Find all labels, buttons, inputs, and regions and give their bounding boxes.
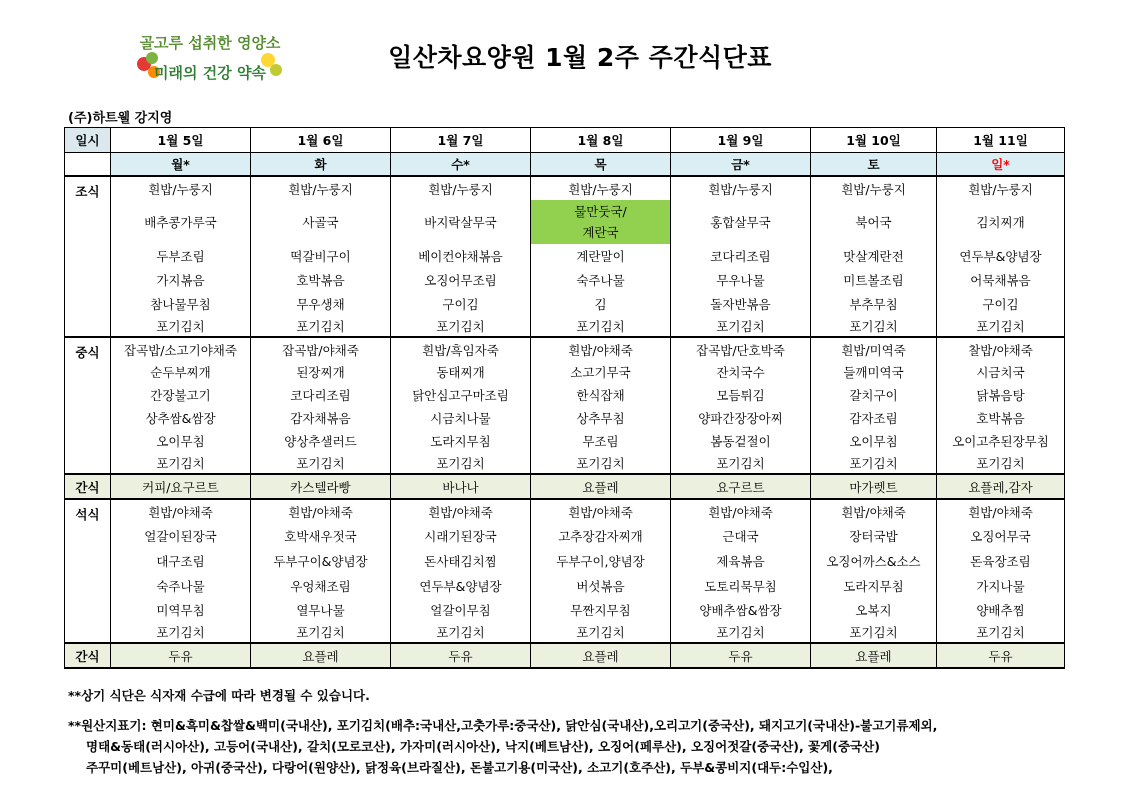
menu-item: 흰밥/야채죽 bbox=[391, 499, 531, 524]
menu-item: 흰밥/누룽지 bbox=[671, 176, 811, 200]
breakfast-row bbox=[65, 268, 1065, 292]
menu-item: 포기김치 bbox=[811, 621, 937, 643]
breakfast-row bbox=[65, 244, 1065, 268]
weekly-menu-table bbox=[64, 127, 1065, 669]
menu-item: 연두부&양념장 bbox=[391, 573, 531, 599]
breakfast-row bbox=[65, 292, 1065, 315]
menu-item: 흰밥/야채죽 bbox=[531, 499, 671, 524]
snack-item: 마가렛트 bbox=[811, 474, 937, 499]
menu-item: 포기김치 bbox=[251, 621, 391, 643]
menu-item: 가지나물 bbox=[937, 573, 1065, 599]
snack-item: 두유 bbox=[111, 643, 251, 668]
date-cell: 1월 10일 bbox=[811, 128, 937, 153]
menu-item: 양배추쌈&쌈장 bbox=[671, 599, 811, 621]
menu-item: 북어국 bbox=[811, 200, 937, 244]
menu-item: 부추무침 bbox=[811, 292, 937, 315]
snack-item: 카스텔라빵 bbox=[251, 474, 391, 499]
menu-item: 고추장감자찌개 bbox=[531, 524, 671, 548]
menu-item: 흰밥/누룽지 bbox=[811, 176, 937, 200]
breakfast-row bbox=[65, 200, 1065, 244]
menu-item: 감자조림 bbox=[811, 406, 937, 429]
menu-item: 두부조림 bbox=[111, 244, 251, 268]
origin-line: 명태&동태(러시아산), 고등어(국내산), 갈치(모로코산), 가자미(러시아산), 낙지(베트남산), 오징어(페루산), 오징어젓갈(중국산), 꽃게(중국산) bbox=[86, 739, 880, 754]
menu-item: 장터국밥 bbox=[811, 524, 937, 548]
menu-item: 숙주나물 bbox=[531, 268, 671, 292]
menu-item: 포기김치 bbox=[671, 452, 811, 474]
menu-item: 제육볶음 bbox=[671, 548, 811, 573]
menu-item: 간장불고기 bbox=[111, 383, 251, 406]
menu-item: 구이김 bbox=[391, 292, 531, 315]
menu-item: 어묵채볶음 bbox=[937, 268, 1065, 292]
menu-item: 들깨미역국 bbox=[811, 361, 937, 383]
menu-item: 미트볼조림 bbox=[811, 268, 937, 292]
menu-item: 흰밥/흑임자죽 bbox=[391, 337, 531, 361]
lunch-label: 중식 bbox=[65, 337, 111, 474]
menu-item: 두부구이,양념장 bbox=[531, 548, 671, 573]
menu-item: 오이무침 bbox=[811, 429, 937, 452]
menu-item: 감자채볶음 bbox=[251, 406, 391, 429]
menu-item: 오이무침 bbox=[111, 429, 251, 452]
snack-item: 두유 bbox=[391, 643, 531, 668]
menu-item: 바지락살무국 bbox=[391, 200, 531, 244]
menu-item: 숙주나물 bbox=[111, 573, 251, 599]
menu-item: 계란말이 bbox=[531, 244, 671, 268]
menu-item: 잡곡밥/소고기야채죽 bbox=[111, 337, 251, 361]
menu-item: 도토리묵무침 bbox=[671, 573, 811, 599]
snack-item: 요플레 bbox=[531, 474, 671, 499]
menu-item: 포기김치 bbox=[531, 315, 671, 337]
menu-item: 버섯볶음 bbox=[531, 573, 671, 599]
menu-item: 돈사태김치찜 bbox=[391, 548, 531, 573]
menu-item: 잡곡밥/야채죽 bbox=[251, 337, 391, 361]
menu-item: 상추무침 bbox=[531, 406, 671, 429]
menu-item: 갈치구이 bbox=[811, 383, 937, 406]
breakfast-row bbox=[65, 315, 1065, 337]
menu-item: 무우생채 bbox=[251, 292, 391, 315]
menu-item: 포기김치 bbox=[937, 621, 1065, 643]
menu-item: 포기김치 bbox=[811, 315, 937, 337]
menu-item: 흰밥/야채죽 bbox=[111, 499, 251, 524]
menu-item: 포기김치 bbox=[937, 315, 1065, 337]
logo-line2: 미래의 건강 약속 bbox=[154, 64, 266, 82]
lunch-row bbox=[65, 383, 1065, 406]
menu-item: 양배추찜 bbox=[937, 599, 1065, 621]
date-cell: 1월 7일 bbox=[391, 128, 531, 153]
menu-item: 오징어까스&소스 bbox=[811, 548, 937, 573]
snack-row bbox=[65, 474, 1065, 499]
menu-item: 떡갈비구이 bbox=[251, 244, 391, 268]
menu-item: 흰밥/누룽지 bbox=[111, 176, 251, 200]
menu-item: 코다리조림 bbox=[671, 244, 811, 268]
date-cell: 1월 5일 bbox=[111, 128, 251, 153]
dinner-row bbox=[65, 499, 1065, 524]
dinner-row bbox=[65, 548, 1065, 573]
menu-item: 무조림 bbox=[531, 429, 671, 452]
menu-item: 김 bbox=[531, 292, 671, 315]
menu-item: 모듬튀김 bbox=[671, 383, 811, 406]
menu-item: 포기김치 bbox=[391, 315, 531, 337]
menu-item: 시금치나물 bbox=[391, 406, 531, 429]
menu-item: 양파간장장아찌 bbox=[671, 406, 811, 429]
menu-item: 홍합살무국 bbox=[671, 200, 811, 244]
menu-item: 베이컨야채볶음 bbox=[391, 244, 531, 268]
menu-item: 흰밥/누룽지 bbox=[391, 176, 531, 200]
menu-item: 우엉채조림 bbox=[251, 573, 391, 599]
menu-item: 연두부&양념장 bbox=[937, 244, 1065, 268]
lunch-row bbox=[65, 361, 1065, 383]
menu-item: 도라지무침 bbox=[811, 573, 937, 599]
snack-item: 요플레 bbox=[251, 643, 391, 668]
menu-item: 된장찌개 bbox=[251, 361, 391, 383]
lunch-row bbox=[65, 337, 1065, 361]
menu-item: 포기김치 bbox=[531, 621, 671, 643]
menu-item: 잔치국수 bbox=[671, 361, 811, 383]
menu-item: 포기김치 bbox=[937, 452, 1065, 474]
menu-item: 포기김치 bbox=[111, 315, 251, 337]
menu-item: 흰밥/야채죽 bbox=[251, 499, 391, 524]
menu-item: 한식잡채 bbox=[531, 383, 671, 406]
menu-item: 참나물무침 bbox=[111, 292, 251, 315]
menu-item: 순두부찌개 bbox=[111, 361, 251, 383]
logo-line1: 골고루 섭취한 영양소 bbox=[139, 34, 281, 52]
logo-graphic bbox=[136, 26, 284, 96]
snack-label: 간식 bbox=[65, 643, 111, 668]
lunch-row bbox=[65, 452, 1065, 474]
menu-item: 봄동겉절이 bbox=[671, 429, 811, 452]
logo bbox=[136, 26, 284, 96]
menu-item: 사골국 bbox=[251, 200, 391, 244]
menu-item: 미역무침 bbox=[111, 599, 251, 621]
menu-item: 양상추샐러드 bbox=[251, 429, 391, 452]
weekday-cell: 목 bbox=[531, 153, 671, 177]
menu-item: 닭볶음탕 bbox=[937, 383, 1065, 406]
menu-item: 포기김치 bbox=[391, 621, 531, 643]
dinner-row bbox=[65, 599, 1065, 621]
menu-item: 흰밥/야채죽 bbox=[531, 337, 671, 361]
weekday-label-blank bbox=[65, 153, 111, 177]
weekday-cell: 수* bbox=[391, 153, 531, 177]
menu-item: 동태찌개 bbox=[391, 361, 531, 383]
menu-item: 흰밥/누룽지 bbox=[251, 176, 391, 200]
origin-line: 주꾸미(베트남산), 아귀(중국산), 다랑어(원양산), 닭정육(브라질산), 돈불고기용(미국산), 소고기(호주산), 두부&콩비지(대두:수입산), bbox=[86, 760, 833, 775]
menu-item: 포기김치 bbox=[111, 452, 251, 474]
change-notice: **상기 식단은 식자재 수급에 따라 변경될 수 있습니다. bbox=[68, 688, 370, 703]
menu-item: 근대국 bbox=[671, 524, 811, 548]
menu-item: 포기김치 bbox=[671, 315, 811, 337]
menu-item: 물만둣국/ 계란국 bbox=[531, 200, 671, 244]
snack-label: 간식 bbox=[65, 474, 111, 499]
header-label: 일시 bbox=[65, 128, 111, 153]
weekday-cell: 토 bbox=[811, 153, 937, 177]
snack-item: 두유 bbox=[671, 643, 811, 668]
dinner-label: 석식 bbox=[65, 499, 111, 643]
date-cell: 1월 9일 bbox=[671, 128, 811, 153]
menu-item: 호박새우젓국 bbox=[251, 524, 391, 548]
weekday-row bbox=[65, 153, 1065, 177]
snack-item: 요플레 bbox=[811, 643, 937, 668]
menu-item: 포기김치 bbox=[111, 621, 251, 643]
menu-item: 도라지무침 bbox=[391, 429, 531, 452]
origin-line: **원산지표기: 현미&흑미&찹쌀&백미(국내산), 포기김치(배추:국내산,고춧가루:중국산), 닭안심(국내산),오리고기(중국산), 돼지고기(국내산)-불고기류제외, bbox=[68, 718, 938, 733]
weekday-cell: 화 bbox=[251, 153, 391, 177]
menu-item: 흰밥/누룽지 bbox=[531, 176, 671, 200]
menu-item: 돌자반볶음 bbox=[671, 292, 811, 315]
menu-item: 닭안심고구마조림 bbox=[391, 383, 531, 406]
date-cell: 1월 11일 bbox=[937, 128, 1065, 153]
snack-row bbox=[65, 643, 1065, 668]
menu-item: 흰밥/미역죽 bbox=[811, 337, 937, 361]
menu-item: 시래기된장국 bbox=[391, 524, 531, 548]
menu-item: 맛살계란전 bbox=[811, 244, 937, 268]
menu-item: 구이김 bbox=[937, 292, 1065, 315]
menu-item: 얼갈이된장국 bbox=[111, 524, 251, 548]
lunch-row bbox=[65, 406, 1065, 429]
dinner-row bbox=[65, 621, 1065, 643]
menu-item: 포기김치 bbox=[671, 621, 811, 643]
breakfast-row bbox=[65, 176, 1065, 200]
snack-item: 요플레 bbox=[531, 643, 671, 668]
menu-item: 열무나물 bbox=[251, 599, 391, 621]
menu-item: 호박볶음 bbox=[251, 268, 391, 292]
menu-item: 얼갈이무침 bbox=[391, 599, 531, 621]
date-header-row bbox=[65, 128, 1065, 153]
weekday-cell: 월* bbox=[111, 153, 251, 177]
menu-item: 오징어무국 bbox=[937, 524, 1065, 548]
breakfast-label: 조식 bbox=[65, 176, 111, 337]
origin-notice bbox=[68, 715, 937, 778]
menu-item: 포기김치 bbox=[811, 452, 937, 474]
menu-item: 무우나물 bbox=[671, 268, 811, 292]
menu-item: 두부구이&양념장 bbox=[251, 548, 391, 573]
dinner-row bbox=[65, 524, 1065, 548]
menu-item: 돈육장조림 bbox=[937, 548, 1065, 573]
date-cell: 1월 8일 bbox=[531, 128, 671, 153]
menu-item: 흰밥/누룽지 bbox=[937, 176, 1065, 200]
menu-item: 시금치국 bbox=[937, 361, 1065, 383]
menu-item: 흰밥/야채죽 bbox=[811, 499, 937, 524]
lunch-row bbox=[65, 429, 1065, 452]
menu-item: 잡곡밥/단호박죽 bbox=[671, 337, 811, 361]
menu-item: 오징어무조림 bbox=[391, 268, 531, 292]
dinner-row bbox=[65, 573, 1065, 599]
menu-item: 배추콩가루국 bbox=[111, 200, 251, 244]
menu-item: 오이고추된장무침 bbox=[937, 429, 1065, 452]
snack-item: 두유 bbox=[937, 643, 1065, 668]
menu-item: 포기김치 bbox=[251, 315, 391, 337]
page-title: 일산차요양원 1월 2주 주간식단표 bbox=[388, 43, 772, 72]
menu-item: 호박볶음 bbox=[937, 406, 1065, 429]
snack-item: 바나나 bbox=[391, 474, 531, 499]
menu-item: 김치찌개 bbox=[937, 200, 1065, 244]
menu-item: 상추쌈&쌈장 bbox=[111, 406, 251, 429]
menu-item: 포기김치 bbox=[251, 452, 391, 474]
date-cell: 1월 6일 bbox=[251, 128, 391, 153]
menu-item: 포기김치 bbox=[391, 452, 531, 474]
menu-item: 코다리조림 bbox=[251, 383, 391, 406]
company-name: (주)하트웰 강지영 bbox=[68, 111, 173, 126]
menu-item: 대구조림 bbox=[111, 548, 251, 573]
menu-item: 흰밥/야채죽 bbox=[937, 499, 1065, 524]
menu-item: 흰밥/야채죽 bbox=[671, 499, 811, 524]
menu-item: 찰밥/야채죽 bbox=[937, 337, 1065, 361]
weekday-cell: 금* bbox=[671, 153, 811, 177]
menu-item: 무짠지무침 bbox=[531, 599, 671, 621]
menu-item: 오복지 bbox=[811, 599, 937, 621]
menu-item: 소고기무국 bbox=[531, 361, 671, 383]
snack-item: 커피/요구르트 bbox=[111, 474, 251, 499]
menu-item: 가지볶음 bbox=[111, 268, 251, 292]
snack-item: 요플레,감자 bbox=[937, 474, 1065, 499]
weekday-cell: 일* bbox=[937, 153, 1065, 177]
menu-item: 포기김치 bbox=[531, 452, 671, 474]
snack-item: 요구르트 bbox=[671, 474, 811, 499]
